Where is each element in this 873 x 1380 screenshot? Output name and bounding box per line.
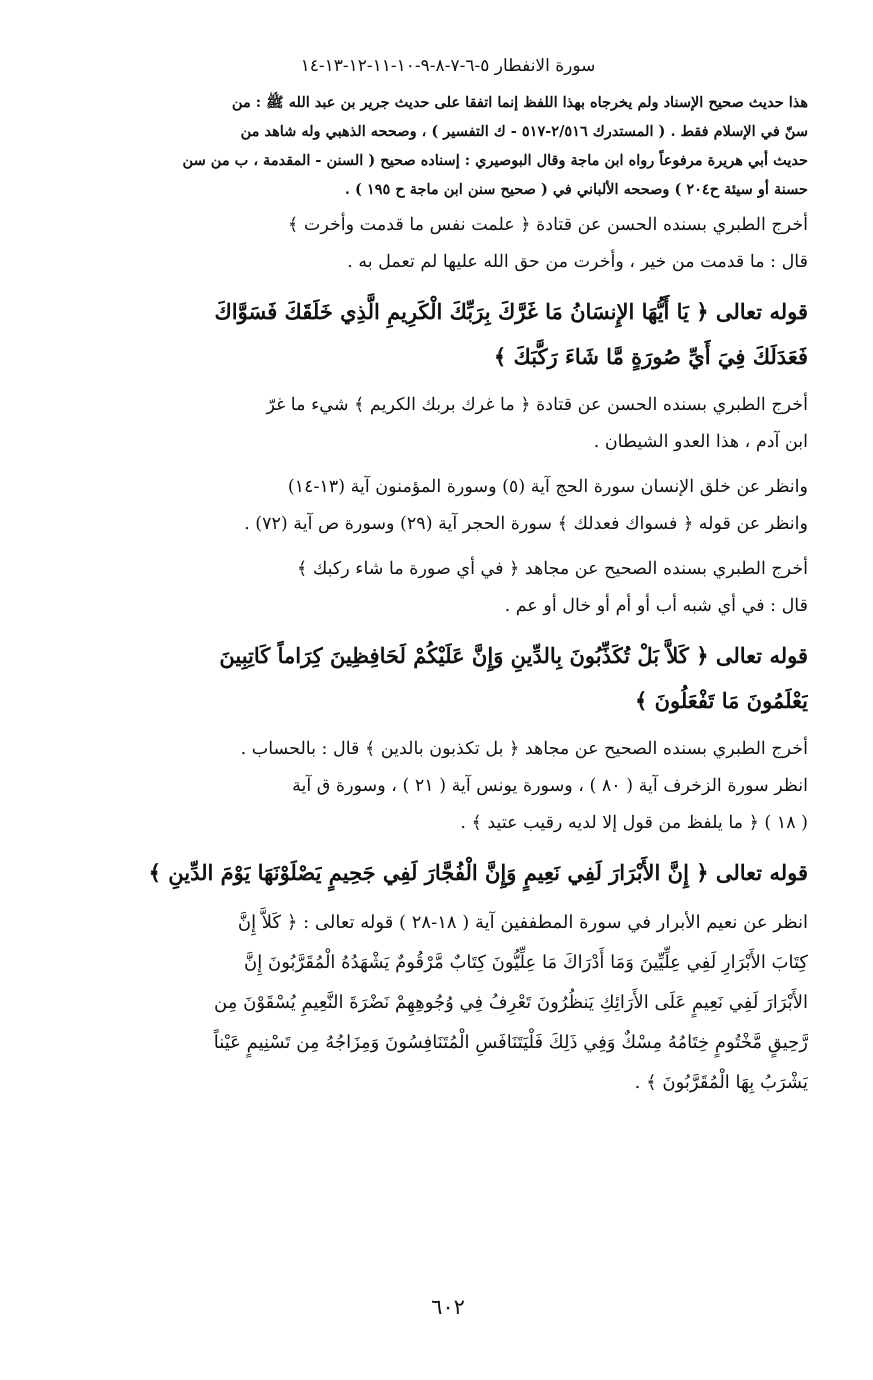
heading-line: قوله تعالى ﴿ كَلاَّ بَلْ تُكَذِّبُونَ بِالدِّينِ وَإِنَّ عَلَيْكُمْ لَحَافِظِينَ كِرَاماً كَاتِبِينَ xyxy=(219,643,808,668)
cross-reference-paragraph xyxy=(88,469,808,543)
text-line: كِتَابَ الأَبْرَارِ لَفِي عِلِّيِّينَ وَمَا أَدْرَاكَ مَا عِلِّيُّونَ كِتَابٌ مَّرْقُومٌ يَشْهَدُهُ الْمُقَرَّبُونَ إِنَّ xyxy=(244,952,808,973)
page-number: ٦٠٢ xyxy=(431,1295,465,1319)
tabari-qatada-paragraph xyxy=(88,207,808,281)
text-line: سنّ في الإسلام فقط . ( المستدرك ٢/٥١٦-٥١٧ - ك التفسير ) ، وصححه الذهبي وله شاهد من xyxy=(240,123,808,140)
text-line: هذا حديث صحيح الإسناد ولم يخرجاه بهذا اللفظ إنما اتفقا على حديث جرير بن عبد الله ﷺ : من xyxy=(231,94,808,111)
text-line: ( ١٨ ) ﴿ ما يلفظ من قول إلا لديه رقيب عتيد ﴾ . xyxy=(460,813,808,833)
text-line: وانظر عن قوله ﴿ فسواك فعدلك ﴾ سورة الحجر آية (٢٩) وسورة ص آية (٧٢) . xyxy=(244,514,808,534)
text-line: قال : ما قدمت من خير ، وأخرت من حق الله عليها لم تعمل به . xyxy=(347,252,808,272)
document-page xyxy=(88,52,808,1352)
verse-heading-13-15 xyxy=(88,850,808,895)
hadith-footnote xyxy=(88,88,808,204)
text-line: ابن آدم ، هذا العدو الشيطان . xyxy=(593,432,808,452)
text-line: انظر سورة الزخرف آية ( ٨٠ ) ، وسورة يونس آية ( ٢١ ) ، وسورة ق آية xyxy=(292,776,808,796)
text-line: الأَبْرَارَ لَفِي نَعِيمٍ عَلَى الأَرَائِكِ يَنظُرُونَ تَعْرِفُ فِي وُجُوهِهِمْ نَضْرَةَ النَّعِيمِ يُسْقَوْنَ مِن xyxy=(214,992,808,1013)
text-line: أخرج الطبري بسنده الصحيح عن مجاهد ﴿ في أي صورة ما شاء ركبك ﴾ xyxy=(297,559,808,579)
text-line: رَّحِيقٍ مَّخْتُومٍ خِتَامُهُ مِسْكٌ وَفِي ذَلِكَ فَلْيَتَنَافَسِ الْمُتَنَافِسُونَ وَمِزَاجُهُ مِن تَسْنِيمٍ عَيْناً xyxy=(213,1032,808,1053)
verse-heading-9-12 xyxy=(88,633,808,723)
text-line: يَشْرَبُ بِهَا الْمُقَرَّبُونَ ﴾ . xyxy=(634,1072,808,1093)
verse-heading-6-8 xyxy=(88,289,808,379)
text-line: حديث أبي هريرة مرفوعاً رواه ابن ماجة وقال البوصيري : إسناده صحيح ( السنن - المقدمة ، ب من سن xyxy=(182,152,808,169)
hisab-paragraph xyxy=(88,731,808,842)
text-line: حسنة أو سيئة ح٢٠٤ ) وصححه الألباني في ( صحيح سنن ابن ماجة ح ١٩٥ ) . xyxy=(344,181,808,198)
text-line: وانظر عن خلق الإنسان سورة الحج آية (٥) وسورة المؤمنون آية (١٣-١٤) xyxy=(287,477,808,497)
text-line: أخرج الطبري بسنده الحسن عن قتادة ﴿ علمت نفس ما قدمت وأخرت ﴾ xyxy=(288,215,808,235)
text-line: أخرج الطبري بسنده الصحيح عن مجاهد ﴿ بل تكذبون بالدين ﴾ قال : بالحساب . xyxy=(240,739,808,759)
text-line: أخرج الطبري بسنده الحسن عن قتادة ﴿ ما غرك بربك الكريم ﴾ شيء ما غرّ xyxy=(266,395,808,415)
running-header: سورة الانفطار ٥-٦-٧-٨-٩-١٠-١١-١٢-١٣-١٤ xyxy=(300,56,596,76)
heading-line: يَعْلَمُونَ مَا تَفْعَلُونَ ﴾ xyxy=(634,688,808,713)
heading-line: قوله تعالى ﴿ يَا أَيُّهَا الإِنسَانُ مَا غَرَّكَ بِرَبِّكَ الْكَرِيمِ الَّذِي خَلَقَكَ فَسَوَّاكَ xyxy=(214,299,808,324)
mutaffifin-quote xyxy=(88,903,808,1103)
heading-line: فَعَدَلَكَ فِيَ أَيِّ صُورَةٍ مَّا شَاءَ رَكَّبَكَ ﴾ xyxy=(493,344,808,369)
heading-line: قوله تعالى ﴿ إِنَّ الأَبْرَارَ لَفِي نَعِيمٍ وَإِنَّ الْفُجَّارَ لَفِي جَحِيمٍ يَصْلَوْنَهَا يَوْمَ الدِّينِ ﴾ xyxy=(148,860,808,885)
text-line: انظر عن نعيم الأبرار في سورة المطففين آية ( ١٨-٢٨ ) قوله تعالى : ﴿ كَلاَّ إِنَّ xyxy=(237,912,808,933)
text-line: قال : في أي شبه أب أو أم أو خال أو عم . xyxy=(504,596,808,616)
tabari-ghurur-paragraph xyxy=(88,387,808,461)
tabari-mujahid-paragraph xyxy=(88,551,808,625)
